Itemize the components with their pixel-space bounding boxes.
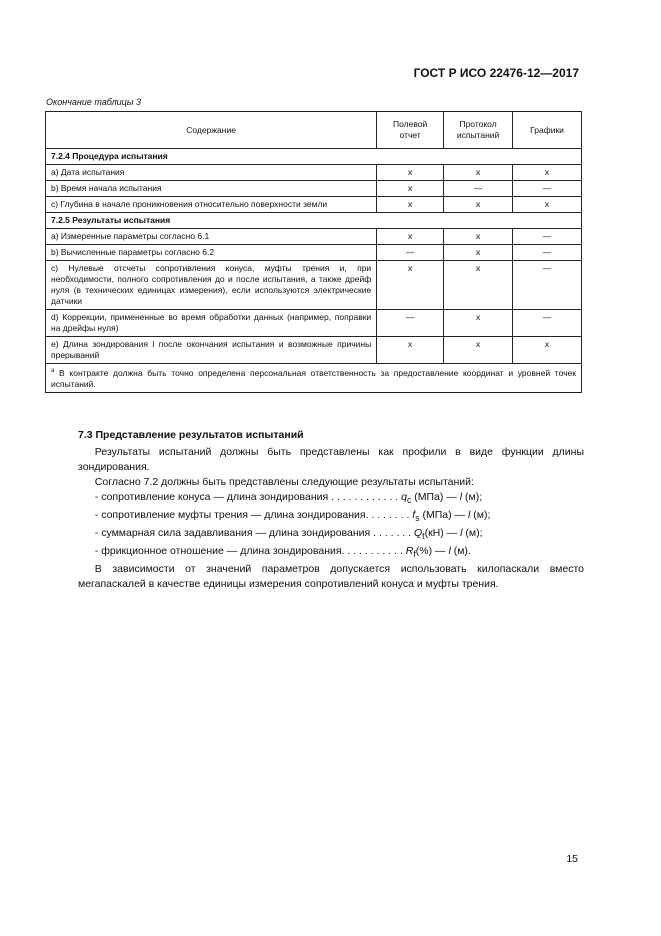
row-text: a) Дата испытания	[46, 165, 377, 181]
list-item: - фрикционное отношение — длина зондирования. . . . . . . . . . . $R_f(\%)$ — l (м).	[94, 545, 471, 560]
row-protocol: x	[444, 245, 513, 261]
table-row	[46, 245, 582, 261]
row-text: b) Время начала испытания	[46, 181, 377, 197]
row-field: x	[377, 261, 444, 310]
footnote-row	[46, 364, 582, 393]
section-heading: 7.3 Представление результатов испытаний	[78, 429, 304, 441]
row-field: x	[377, 337, 444, 364]
footnote-text: В контракте должна быть точно определена персональная ответственность за предоставление координат и уровней точек испытаний.	[51, 367, 576, 389]
row-text: d) Коррекции, примененные во время обработки данных (например, поправки на дрейфы нуля)	[46, 310, 377, 337]
row-graphs: x	[513, 337, 582, 364]
list-item: - сопротивление муфты трения — длина зондирования. . . . . . . . $f_s$ (МПа) — l (м);	[94, 509, 491, 524]
row-field: x	[377, 165, 444, 181]
row-text: e) Длина зондирования l после окончания испытания и возможные причины прерываний	[46, 337, 377, 364]
row-protocol: x	[444, 165, 513, 181]
header-field-report: Полевой отчет	[377, 112, 444, 149]
row-protocol: x	[444, 229, 513, 245]
row-field: x	[377, 197, 444, 213]
row-graphs: —	[513, 245, 582, 261]
row-protocol: x	[444, 337, 513, 364]
row-text: b) Вычисленные параметры согласно 6.2	[46, 245, 377, 261]
row-text: c) Глубина в начале проникновения относительно поверхности земли	[46, 197, 377, 213]
row-graphs: —	[513, 261, 582, 310]
row-text: a) Измеренные параметры согласно 6.1	[46, 229, 377, 245]
row-field: x	[377, 229, 444, 245]
table-footnote	[46, 364, 582, 393]
table-row	[46, 181, 582, 197]
row-protocol: —	[444, 181, 513, 197]
row-protocol: x	[444, 261, 513, 310]
table-caption: Окончание таблицы 3	[46, 97, 141, 107]
row-text: c) Нулевые отсчеты сопротивления конуса, муфты трения и, при необходимости, полного сопротивления до и после испытания, а также дрейф нуля (в технических единицах измерения), если используются электрические датчики	[46, 261, 377, 310]
row-field: —	[377, 310, 444, 337]
paragraph: В зависимости от значений параметров допускается использовать килопаскали вместо мегапаскалей в качестве единицы измерения сопротивлений конуса и муфты трения.	[78, 563, 584, 591]
list-item: - суммарная сила задавливания — длина зондирования . . . . . . . $Q_t(кН)$ — l (м);	[94, 527, 483, 542]
table-row	[46, 261, 582, 310]
table-row	[46, 197, 582, 213]
header-graphs: Графики	[513, 112, 582, 149]
document-code: ГОСТ Р ИСО 22476-12—2017	[413, 66, 579, 80]
section-title: 7.2.4 Процедура испытания	[46, 149, 582, 165]
header-content: Содержание	[46, 112, 377, 149]
footnote-mark: а	[51, 368, 55, 374]
row-graphs: x	[513, 197, 582, 213]
row-graphs: —	[513, 310, 582, 337]
table-row	[46, 337, 582, 364]
list-item: - сопротивление конуса — длина зондирования . . . . . . . . . . . . $q_c$ (МПа) — l (м);	[94, 491, 483, 506]
paragraph: Согласно 7.2 должны быть представлены следующие результаты испытаний:	[94, 476, 474, 488]
table-header-row	[46, 112, 582, 149]
section-row	[46, 213, 582, 229]
row-graphs: x	[513, 165, 582, 181]
table-row	[46, 310, 582, 337]
row-protocol: x	[444, 310, 513, 337]
paragraph: Результаты испытаний должны быть представлены как профили в виде функции длины зондирования.	[78, 446, 584, 473]
page-number: 15	[566, 853, 578, 865]
row-field: x	[377, 181, 444, 197]
row-protocol: x	[444, 197, 513, 213]
table-row	[46, 165, 582, 181]
header-protocol: Протокол испытаний	[444, 112, 513, 149]
results-table	[45, 111, 582, 393]
row-graphs: —	[513, 229, 582, 245]
section-title: 7.2.5 Результаты испытания	[46, 213, 582, 229]
row-field: —	[377, 245, 444, 261]
section-row	[46, 149, 582, 165]
section-7-3	[78, 428, 584, 592]
table-row	[46, 229, 582, 245]
row-graphs: —	[513, 181, 582, 197]
